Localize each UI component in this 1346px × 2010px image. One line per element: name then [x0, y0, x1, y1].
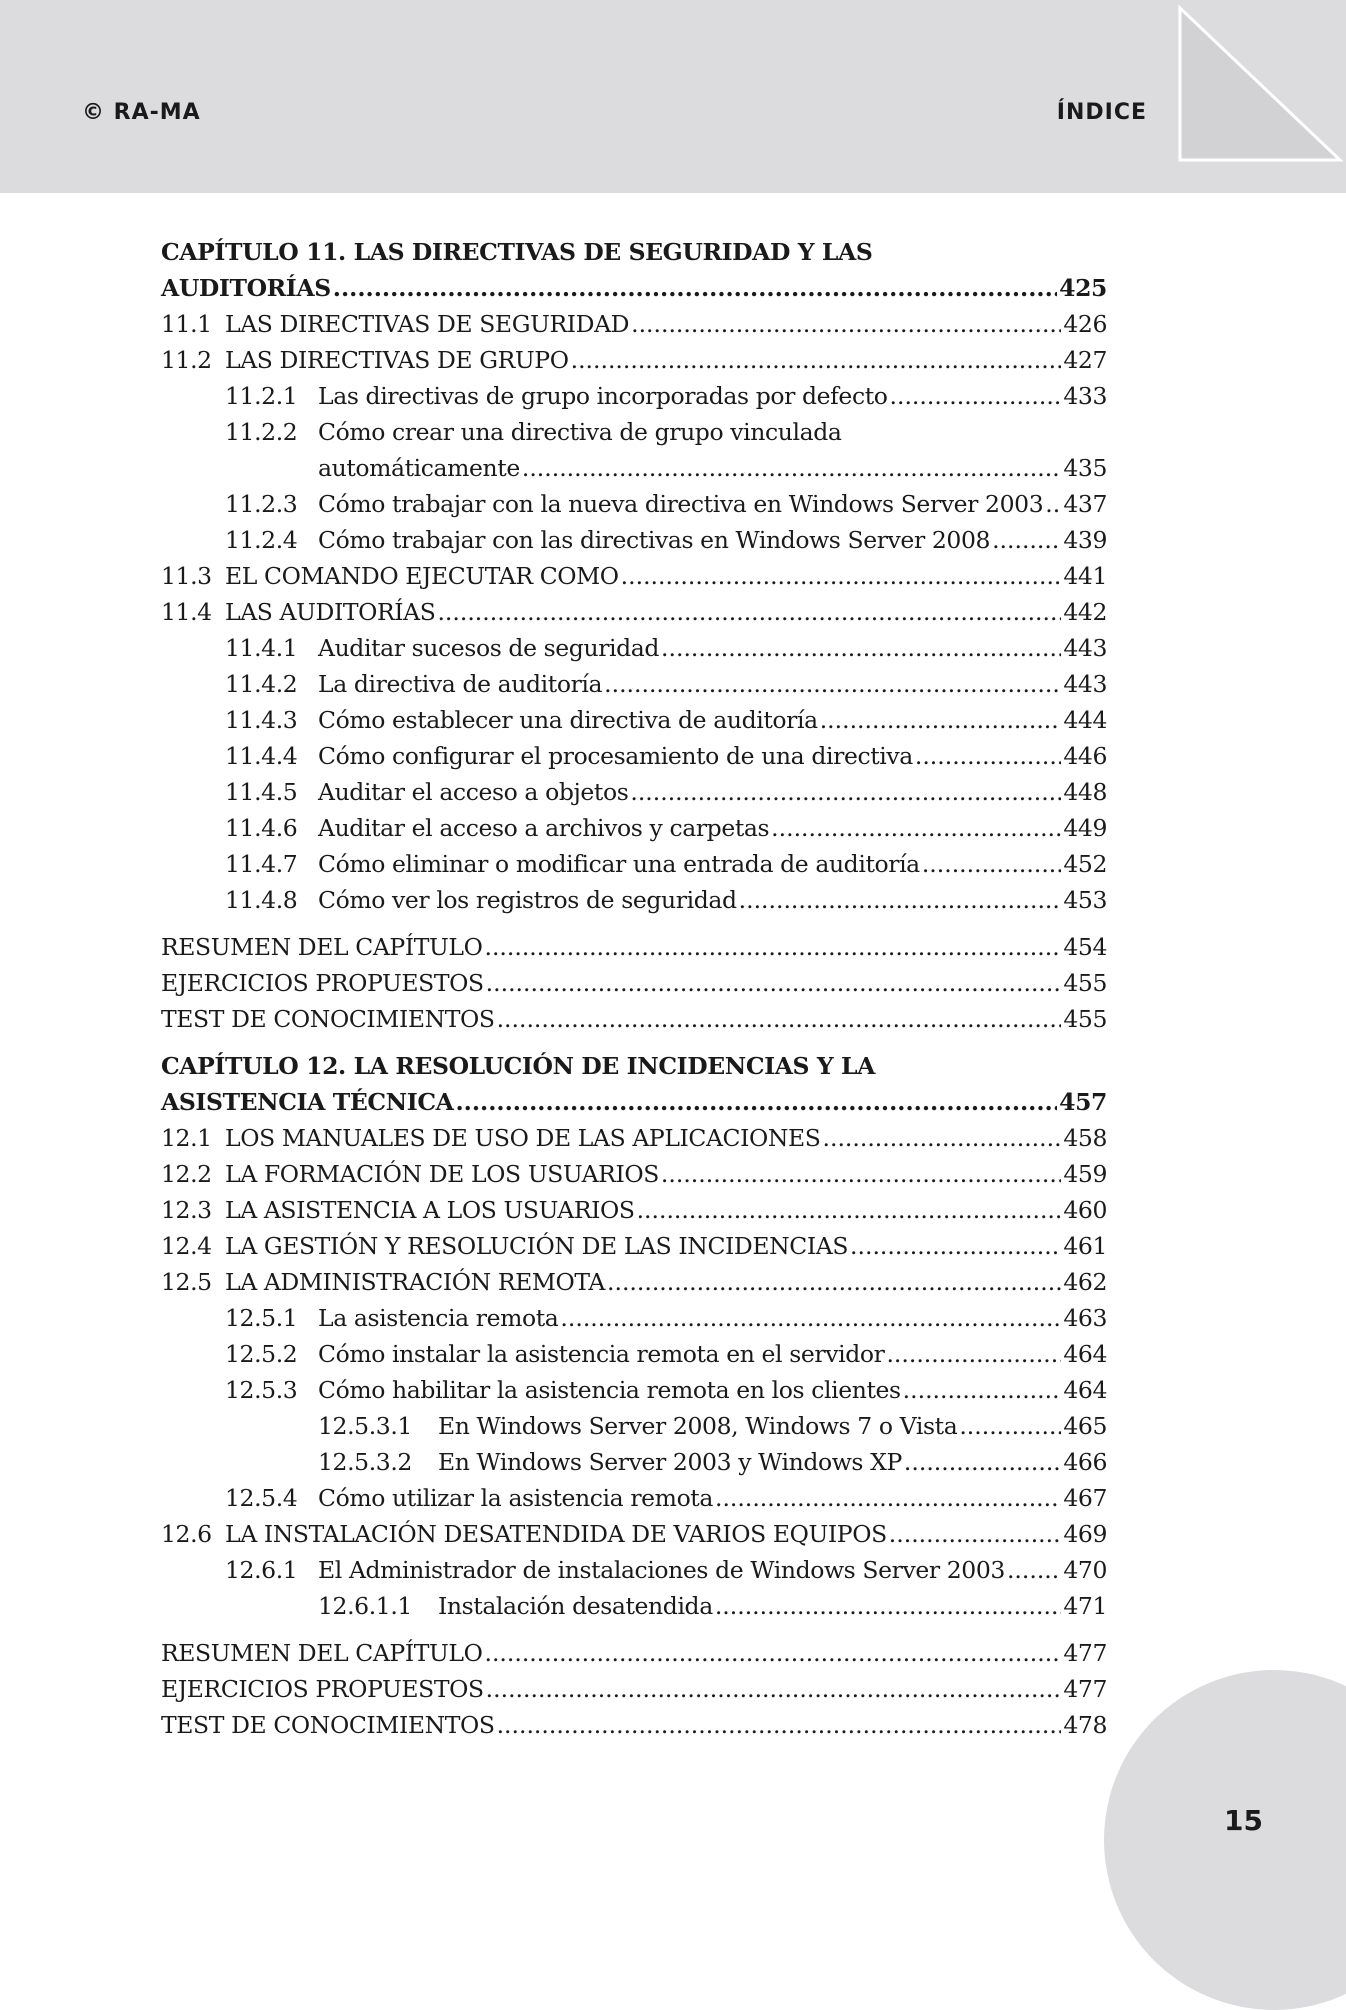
entry-number: 11.4: [161, 598, 212, 626]
dot-leader: [631, 306, 1061, 342]
entry-title: Cómo establecer una directiva de auditoría: [318, 706, 818, 734]
dot-leader: [604, 666, 1061, 702]
entry-title: Cómo utilizar la asistencia remota: [318, 1484, 713, 1512]
entry-title: Cómo habilitar la asistencia remota en los clientes: [318, 1376, 901, 1404]
toc-entry[interactable]: [161, 738, 1107, 774]
section-label: ÍNDICE: [1056, 100, 1147, 125]
entry-number: 12.5.1: [225, 1304, 298, 1332]
toc-entry[interactable]: [161, 1516, 1107, 1552]
entry-title: Cómo eliminar o modificar una entrada de auditoría: [318, 850, 920, 878]
dot-leader: [715, 1588, 1062, 1624]
dot-leader: [497, 1707, 1062, 1743]
entry-number: 12.6.1: [225, 1556, 298, 1584]
toc-extra-entry[interactable]: [161, 965, 1107, 1001]
dot-leader: [333, 270, 1057, 306]
dot-leader: [637, 1192, 1062, 1228]
entry-number: 11.4.4: [225, 742, 298, 770]
entry-title: RESUMEN DEL CAPÍTULO: [161, 1639, 483, 1667]
entry-number: 12.4: [161, 1232, 212, 1260]
dot-leader: [886, 1336, 1061, 1372]
entry-title: Las directivas de grupo incorporadas por defecto: [318, 382, 888, 410]
entry-title: EJERCICIOS PROPUESTOS: [161, 969, 484, 997]
dot-leader: [715, 1480, 1061, 1516]
toc-entry[interactable]: [161, 378, 1107, 414]
toc-entry[interactable]: [161, 1552, 1107, 1588]
dot-leader: [522, 450, 1062, 486]
page-header: [0, 0, 1346, 193]
toc-entry[interactable]: [161, 1480, 1107, 1516]
entry-title: Auditar el acceso a archivos y carpetas: [318, 814, 770, 842]
entry-page: 462: [1063, 1268, 1107, 1296]
entry-title: LAS DIRECTIVAS DE SEGURIDAD: [225, 310, 630, 338]
entry-page: 426: [1063, 310, 1107, 338]
entry-number: 11.4.1: [225, 634, 298, 662]
toc-entry[interactable]: [161, 486, 1107, 522]
chapter-title[interactable]: [161, 1084, 1107, 1120]
entry-number: 12.6.1.1: [318, 1592, 412, 1620]
entry-number: 11.3: [161, 562, 212, 590]
entry-number: 12.5: [161, 1268, 212, 1296]
toc-entry[interactable]: [161, 810, 1107, 846]
entry-title: Cómo trabajar con la nueva directiva en Windows Server 2003: [318, 490, 1044, 518]
entry-number: 11.2.4: [225, 526, 298, 554]
dot-leader: [437, 594, 1061, 630]
toc-entry[interactable]: [161, 1444, 1107, 1480]
entry-title: Auditar el acceso a objetos: [318, 778, 629, 806]
toc-extra-entry[interactable]: [161, 1707, 1107, 1743]
entry-page: 441: [1063, 562, 1107, 590]
entry-title: TEST DE CONOCIMIENTOS: [161, 1005, 495, 1033]
entry-title: Auditar sucesos de seguridad: [318, 634, 660, 662]
entry-number: 11.1: [161, 310, 212, 338]
entry-page: 477: [1063, 1639, 1107, 1667]
entry-page: 439: [1063, 526, 1107, 554]
entry-title: La directiva de auditoría: [318, 670, 603, 698]
entry-title: Cómo configurar el procesamiento de una directiva: [318, 742, 913, 770]
entry-number: 11.4.7: [225, 850, 298, 878]
entry-number: 11.4.6: [225, 814, 298, 842]
chapter-title[interactable]: [161, 1048, 1107, 1084]
entry-title: EJERCICIOS PROPUESTOS: [161, 1675, 484, 1703]
chapter-title[interactable]: [161, 270, 1107, 306]
toc-entry[interactable]: [161, 306, 1107, 342]
entry-page: 453: [1063, 886, 1107, 914]
entry-title: LA GESTIÓN Y RESOLUCIÓN DE LAS INCIDENCIAS: [225, 1232, 849, 1260]
entry-number: 12.5.3: [225, 1376, 298, 1404]
table-of-contents: [161, 234, 1107, 1743]
dot-leader: [1045, 486, 1061, 522]
toc-entry[interactable]: [161, 414, 1107, 450]
entry-title: El Administrador de instalaciones de Windows Server 2003: [318, 1556, 1005, 1584]
entry-title: LOS MANUALES DE USO DE LAS APLICACIONES: [225, 1124, 821, 1152]
entry-page: 478: [1063, 1711, 1107, 1739]
toc-entry[interactable]: [161, 666, 1107, 702]
entry-number: 12.3: [161, 1196, 212, 1224]
toc-entry[interactable]: [161, 1408, 1107, 1444]
dot-leader: [739, 882, 1062, 918]
toc-extra-entry[interactable]: [161, 1635, 1107, 1671]
entry-page: 443: [1063, 634, 1107, 662]
entry-title: LA ADMINISTRACIÓN REMOTA: [225, 1268, 605, 1296]
entry-title: Cómo trabajar con las directivas en Windows Server 2008: [318, 526, 991, 554]
dot-leader: [959, 1408, 1061, 1444]
toc-entry[interactable]: [161, 1264, 1107, 1300]
dot-leader: [850, 1228, 1061, 1264]
entry-page: 466: [1063, 1448, 1107, 1476]
entry-page: 464: [1063, 1340, 1107, 1368]
entry-page: 477: [1063, 1675, 1107, 1703]
entry-page: 437: [1063, 490, 1107, 518]
chapter-page: 425: [1059, 274, 1107, 302]
toc-entry[interactable]: [161, 702, 1107, 738]
entry-page: 448: [1063, 778, 1107, 806]
entry-page: 458: [1063, 1124, 1107, 1152]
entry-number: 12.1: [161, 1124, 212, 1152]
dot-leader: [820, 702, 1062, 738]
dot-leader: [497, 1001, 1062, 1037]
entry-page: 460: [1063, 1196, 1107, 1224]
entry-number: 12.6: [161, 1520, 212, 1548]
entry-title: LA INSTALACIÓN DESATENDIDA DE VARIOS EQUIPOS: [225, 1520, 887, 1548]
entry-title: La asistencia remota: [318, 1304, 559, 1332]
dot-leader: [484, 929, 1061, 965]
entry-number: 11.4.2: [225, 670, 298, 698]
entry-number: 11.2.2: [225, 418, 298, 446]
entry-page: 454: [1063, 933, 1107, 961]
entry-title: Cómo crear una directiva de grupo vinculada: [318, 418, 842, 446]
entry-title: LAS AUDITORÍAS: [225, 598, 436, 626]
dot-leader: [904, 1444, 1061, 1480]
dot-leader: [455, 1084, 1057, 1120]
entry-number: 12.5.3.1: [318, 1412, 412, 1440]
entry-page: 446: [1063, 742, 1107, 770]
toc-entry-continuation[interactable]: [161, 450, 1107, 486]
chapter-title-line1: CAPÍTULO 11. LAS DIRECTIVAS DE SEGURIDAD Y LAS: [161, 238, 873, 266]
toc-entry[interactable]: [161, 1120, 1107, 1156]
toc-entry[interactable]: [161, 774, 1107, 810]
toc-entry[interactable]: [161, 846, 1107, 882]
entry-page: 435: [1063, 454, 1107, 482]
dot-leader: [890, 378, 1062, 414]
entry-page: 465: [1063, 1412, 1107, 1440]
entry-page: 452: [1063, 850, 1107, 878]
entry-page: 455: [1063, 1005, 1107, 1033]
dot-leader: [889, 1516, 1062, 1552]
entry-title: LA ASISTENCIA A LOS USUARIOS: [225, 1196, 635, 1224]
entry-title: Instalación desatendida: [438, 1592, 713, 1620]
toc-entry[interactable]: [161, 342, 1107, 378]
entry-page: 461: [1063, 1232, 1107, 1260]
entry-number: 12.5.3.2: [318, 1448, 412, 1476]
entry-number: 12.2: [161, 1160, 212, 1188]
entry-number: 12.5.2: [225, 1340, 298, 1368]
chapter-title-line1: CAPÍTULO 12. LA RESOLUCIÓN DE INCIDENCIAS Y LA: [161, 1052, 876, 1080]
toc-entry[interactable]: [161, 522, 1107, 558]
toc-entry[interactable]: [161, 558, 1107, 594]
chapter-title[interactable]: [161, 234, 1107, 270]
entry-title: LA FORMACIÓN DE LOS USUARIOS: [225, 1160, 659, 1188]
toc-entry[interactable]: [161, 1192, 1107, 1228]
toc-entry[interactable]: [161, 1588, 1107, 1624]
dot-leader: [1007, 1552, 1061, 1588]
dot-leader: [915, 738, 1061, 774]
dot-leader: [771, 810, 1061, 846]
dot-leader: [486, 1671, 1062, 1707]
entry-number: 11.2: [161, 346, 212, 374]
publisher-label: © RA-MA: [82, 100, 201, 125]
entry-title: EL COMANDO EJECUTAR COMO: [225, 562, 619, 590]
entry-page: 470: [1063, 1556, 1107, 1584]
entry-number: 12.5.4: [225, 1484, 298, 1512]
dot-leader: [661, 630, 1061, 666]
dot-leader: [823, 1120, 1062, 1156]
dot-leader: [571, 342, 1062, 378]
toc-extra-entry[interactable]: [161, 1671, 1107, 1707]
dot-leader: [484, 1635, 1061, 1671]
entry-page: 442: [1063, 598, 1107, 626]
entry-page: 463: [1063, 1304, 1107, 1332]
chapter-title-line2: AUDITORÍAS: [161, 274, 331, 302]
entry-page: 469: [1063, 1520, 1107, 1548]
entry-title: Cómo ver los registros de seguridad: [318, 886, 737, 914]
entry-number: 11.2.3: [225, 490, 298, 518]
entry-number: 11.4.8: [225, 886, 298, 914]
entry-number: 11.2.1: [225, 382, 298, 410]
entry-number: 11.4.5: [225, 778, 298, 806]
toc-entry[interactable]: [161, 1156, 1107, 1192]
entry-page: 433: [1063, 382, 1107, 410]
dot-leader: [630, 774, 1061, 810]
entry-title: TEST DE CONOCIMIENTOS: [161, 1711, 495, 1739]
entry-title: RESUMEN DEL CAPÍTULO: [161, 933, 483, 961]
page-corner-fold: [1170, 0, 1346, 193]
page-number-badge: [1104, 1670, 1346, 2010]
dot-leader: [486, 965, 1062, 1001]
toc-entry[interactable]: [161, 594, 1107, 630]
entry-page: 444: [1063, 706, 1107, 734]
entry-number: 11.4.3: [225, 706, 298, 734]
chapter-title-line2: ASISTENCIA TÉCNICA: [161, 1088, 454, 1116]
toc-entry[interactable]: [161, 882, 1107, 918]
dot-leader: [621, 558, 1062, 594]
dot-leader: [992, 522, 1061, 558]
chapter-page: 457: [1059, 1088, 1107, 1116]
entry-title: Cómo instalar la asistencia remota en el servidor: [318, 1340, 885, 1368]
dot-leader: [661, 1156, 1061, 1192]
entry-title-continuation: automáticamente: [318, 454, 520, 482]
toc-extra-entry[interactable]: [161, 929, 1107, 965]
entry-title: En Windows Server 2003 y Windows XP: [438, 1448, 902, 1476]
dot-leader: [560, 1300, 1061, 1336]
toc-entry[interactable]: [161, 630, 1107, 666]
entry-page: 455: [1063, 969, 1107, 997]
dot-leader: [903, 1372, 1062, 1408]
entry-page: 459: [1063, 1160, 1107, 1188]
toc-entry[interactable]: [161, 1300, 1107, 1336]
entry-page: 449: [1063, 814, 1107, 842]
entry-page: 471: [1063, 1592, 1107, 1620]
entry-page: 427: [1063, 346, 1107, 374]
toc-entry[interactable]: [161, 1336, 1107, 1372]
page-number: 15: [1224, 1804, 1263, 1837]
toc-entry[interactable]: [161, 1372, 1107, 1408]
dot-leader: [607, 1264, 1061, 1300]
entry-page: 467: [1063, 1484, 1107, 1512]
entry-page: 443: [1063, 670, 1107, 698]
entry-title: LAS DIRECTIVAS DE GRUPO: [225, 346, 569, 374]
entry-title: En Windows Server 2008, Windows 7 o Vista: [438, 1412, 958, 1440]
dot-leader: [922, 846, 1062, 882]
toc-extra-entry[interactable]: [161, 1001, 1107, 1037]
entry-page: 464: [1063, 1376, 1107, 1404]
toc-entry[interactable]: [161, 1228, 1107, 1264]
